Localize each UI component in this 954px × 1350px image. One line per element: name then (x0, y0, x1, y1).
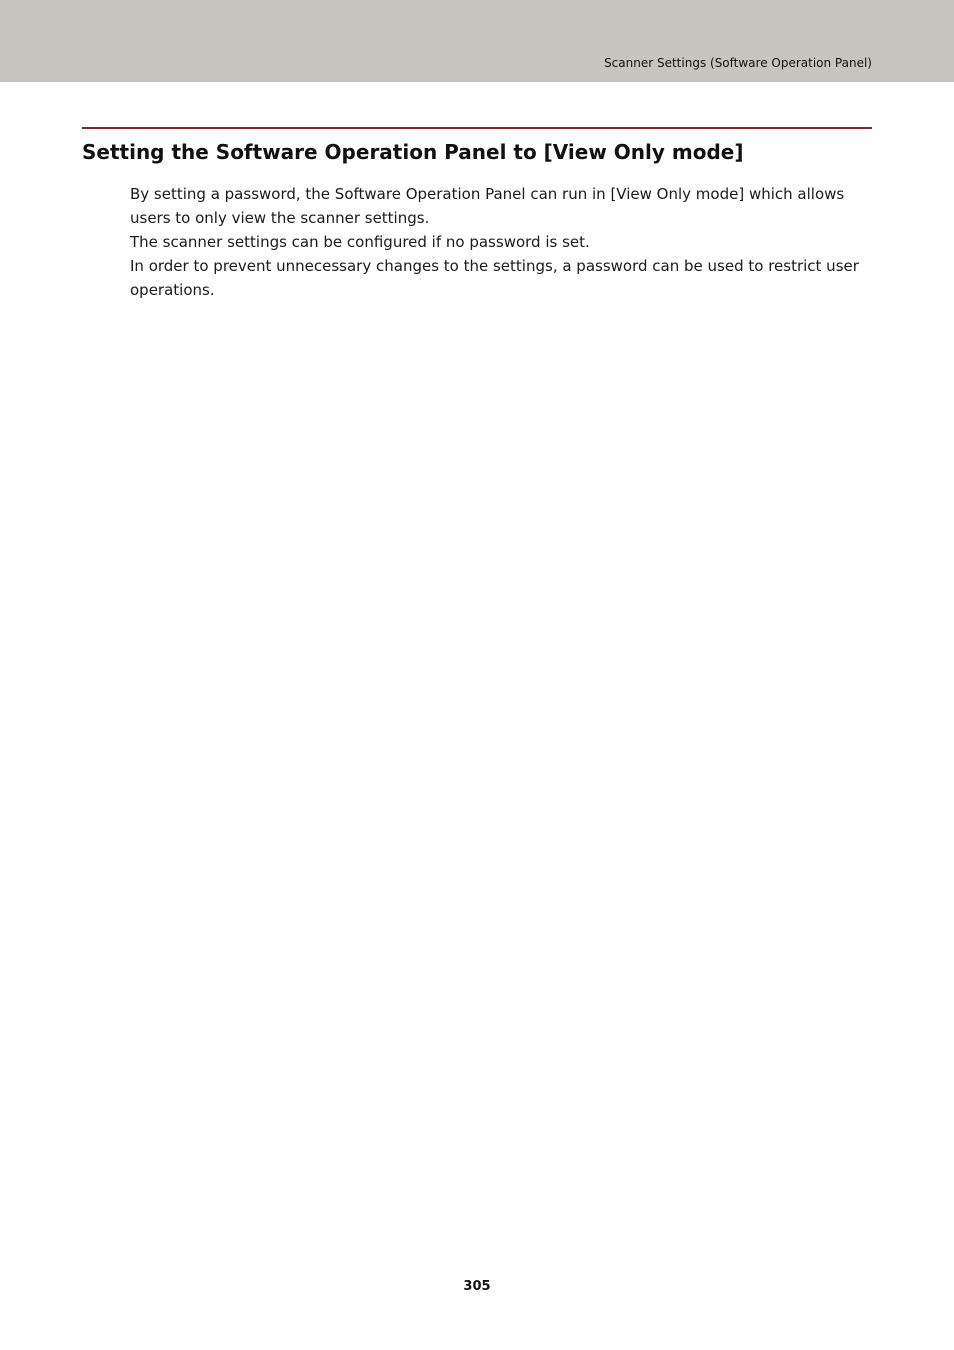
paragraph: The scanner settings can be configured if no password is set. (130, 233, 590, 251)
paragraph: In order to prevent unnecessary changes to the settings, a password can be used to restrict user operations. (130, 257, 859, 299)
title-rule (82, 127, 872, 129)
body-text (130, 182, 860, 302)
header-band (0, 0, 954, 82)
page-number: 305 (463, 1279, 491, 1294)
section-title: Setting the Software Operation Panel to [View Only mode] (82, 140, 744, 164)
running-header: Scanner Settings (Software Operation Panel) (604, 56, 872, 70)
paragraph: By setting a password, the Software Operation Panel can run in [View Only mode] which allows users to only view the scanner settings. (130, 185, 845, 227)
